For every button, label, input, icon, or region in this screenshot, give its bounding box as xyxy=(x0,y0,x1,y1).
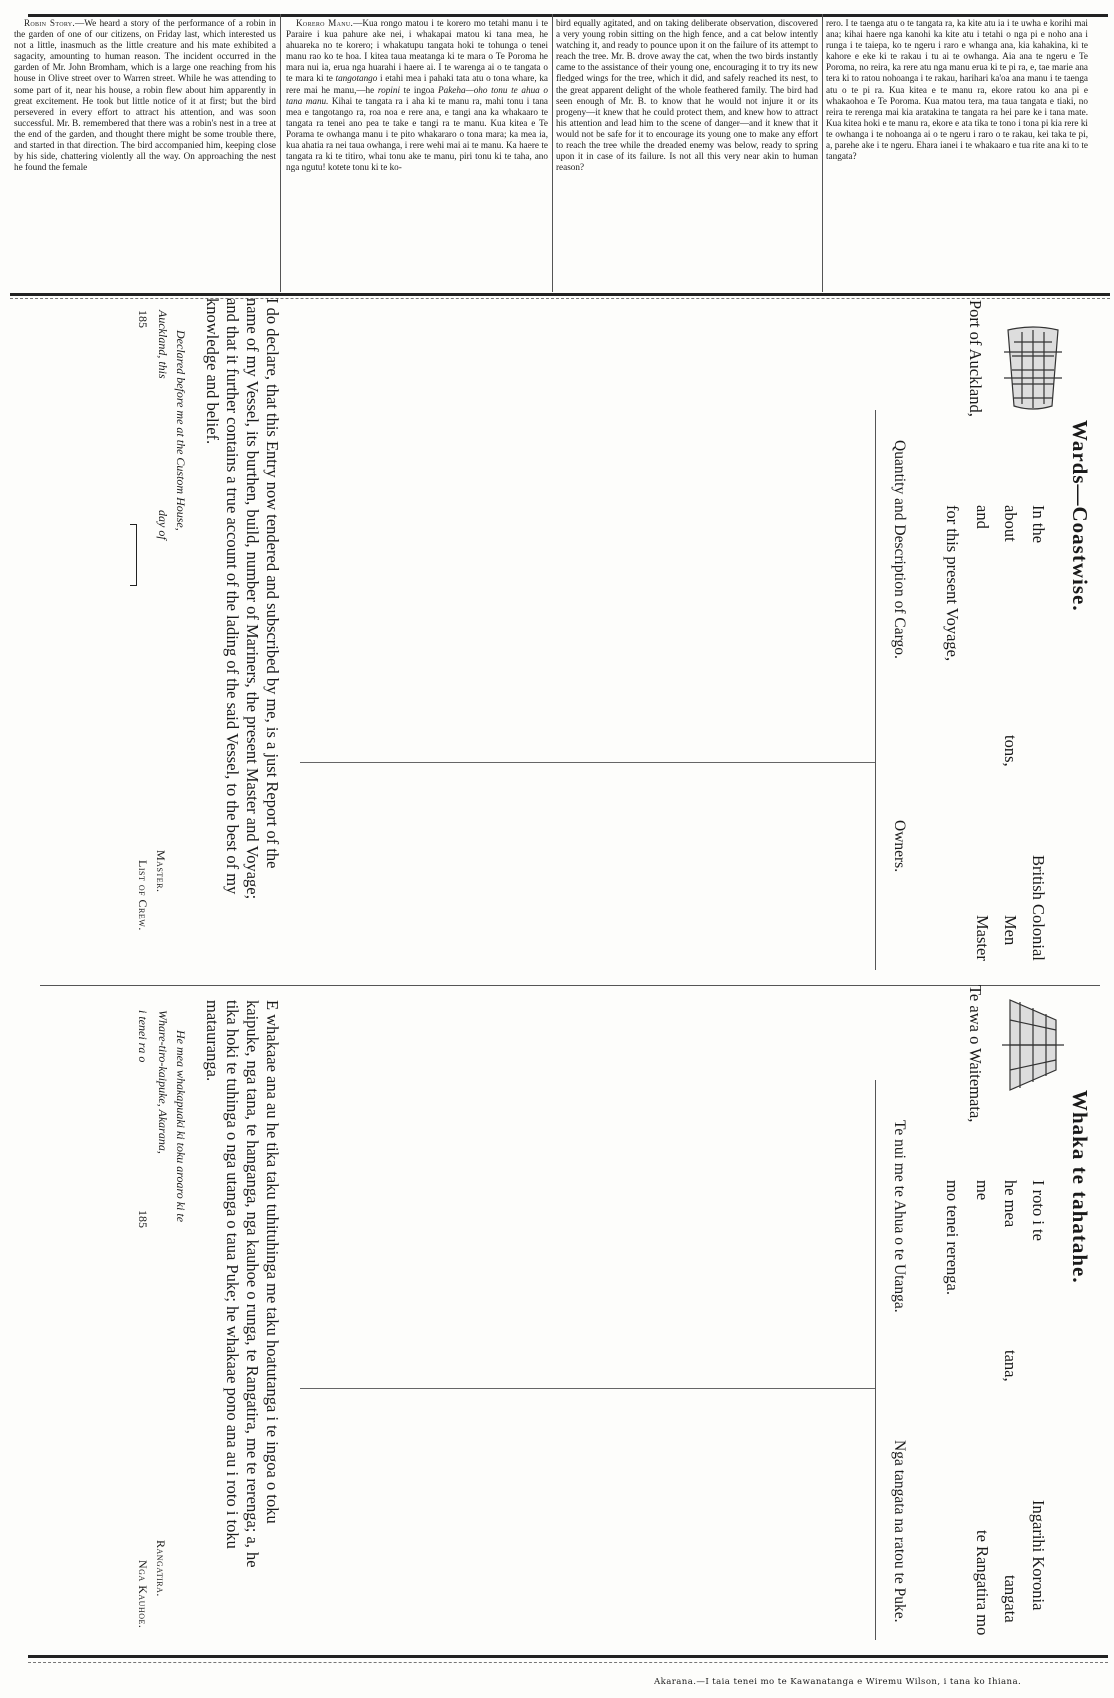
news-column-english-2 xyxy=(556,18,818,288)
top-rule xyxy=(28,14,1108,17)
maori-declaration-line-2: kaipuke, nga tana, te hanganga, nga kauhoe o runga, te Rangatira, me te rerenga; a, he xyxy=(243,1000,262,1568)
english-declaration-line-1: I do declare, that this Entry now tendered and subscribed by me, is a just Report of the xyxy=(263,298,282,869)
maori-owners-split xyxy=(300,1388,875,1389)
news-text-italic: ropini xyxy=(377,84,400,95)
news-text: Kihai te tangata ra i aha ki te manu ra, mahi tonu i tana mea e tangotango ra, roa noa e rere ana, e tangi ana ka whakaaro te tangata ra tenei ano pea te take e tangi ra te manu. Kua kitea e Te Porama te owhanga manu i te pito whakararo o tona mara; ka mea ia, kua ahatia ra nei taua owhanga, i rere wehi mai ai te manu. Ka haere te tangata ra ki te titiro, whai tonu ake te manu, piri tonu ki te taha, ano nga ngutu! kotete tonu ki te ko- xyxy=(286,95,548,173)
english-declaration-line-3: and that it further contains a true account of the lading of the said Vessel, to the best of my xyxy=(223,298,242,895)
english-label-and: and xyxy=(973,505,992,529)
maori-label-rerenga: mo tenei rerenga. xyxy=(943,1180,962,1295)
news-text: —We heard a story of the performance of a robin in the garden of one of our citizens, on Friday last, which interested us not a little, inasmuch as the little creature and his mate exhibited a sagacity, amounting to human reason. The incident occurred in the garden of Mr. John Bromham, which is a large one reaching from his house in Olive street over to Warren street. While he was attending to some part of it, near his house, a robin flew about him apparently in great excitement. He took but little notice of it at first; but the bird persevered in every effort to attract his attention, and was soon successful. Mr. B. remembered that there was a robin's nest in a tree at the end of the garden, and thought there might be some trouble there, and started in that direction. The bird accompanied him, keeping close by his side, chattering violently all the way. On approaching the nest he found the female xyxy=(14,18,276,173)
english-owners-split xyxy=(300,762,875,763)
maori-label-rangatira-mo: te Rangatira mo xyxy=(973,1530,992,1636)
maori-declaration-line-3: tika hoki te tuhinga o nga utanga o taua Puke; he whakaae pono ana au i roto i toku xyxy=(223,1000,242,1549)
english-label-master: Master xyxy=(973,915,992,961)
news-text-italic: Pakeha—oho tonu te ahua o tana manu. xyxy=(286,84,548,106)
news-text: bird equally agitated, and on taking deliberate observation, discovered a very young robin sitting on the high fence, and a cat below intently watching it, and ready to pounce upon it on the failure of its attempt to reach the tree. Mr. B. drove away the cat, when the two birds instantly came to the assistance of their young one, encouraging it to try its new fledged wings for the tree, which it did, and safely reached its nest, to the great apparent delight of the whole feathered family. The bird had seen enough of Mr. B. to know that he would not injure it or its progeny—it knew that he could protect them, and knew how to attract his attention and lead him to the scene of danger—and it knew that it would not be safe for it to encourage its young one to make any effort to reach the tree while the dreaded enemy was below, ready to spring upon it in case of its failure. Is not all this very near akin to human reason? xyxy=(556,18,818,173)
printer-imprint: Akarana.—I taia tenei mo te Kawanatanga e Wiremu Wilson, i tana ko Ihiana. xyxy=(654,1677,1022,1687)
ship-illustration-icon xyxy=(1000,990,1066,1100)
column-separator xyxy=(552,14,553,292)
bottom-dash xyxy=(28,1662,1108,1663)
maori-cargo-heading: Te nui me te Ahua o te Utanga. xyxy=(891,1120,908,1313)
english-declared-line: Declared before me at the Custom House, xyxy=(174,330,188,531)
english-declaration-line-2: name of my Vessel, its burthen, build, number of Mariners, the present Master and Voyage; xyxy=(243,298,262,900)
maori-label-i-roto: I roto i te xyxy=(1029,1180,1048,1241)
maori-declaration-line-1: E whakaae ana au he tika taku tuhituhinga me taku hoatutanga i te ingoa o toku xyxy=(263,1000,282,1524)
column-separator xyxy=(280,14,281,292)
maori-label-he-mea: he mea xyxy=(1001,1180,1020,1228)
english-master-signature: Master. xyxy=(154,850,168,893)
english-declaration-line-4: knowledge and belief. xyxy=(203,298,222,445)
english-label-in-the: In the xyxy=(1029,505,1048,544)
english-label-about: about xyxy=(1001,505,1020,542)
maori-cargo-column-rule xyxy=(875,1080,876,1640)
news-text: te ingoa xyxy=(400,84,438,95)
english-label-voyage: for this present Voyage, xyxy=(943,505,962,662)
english-auckland-line: Auckland, this xyxy=(156,310,170,379)
maori-label-ingarihi: Ingarihi Koronia xyxy=(1029,1500,1048,1611)
maori-label-tana: tana, xyxy=(1001,1350,1020,1382)
maori-label-tangata: tangata xyxy=(1001,1575,1020,1623)
maori-label-awa: Te awa o Waitemata, xyxy=(966,985,985,1123)
english-cargo-column-rule xyxy=(875,410,876,970)
news-text: rero. I te taenga atu o te tangata ra, ka kite atu ia i te uwha e korihi mai ana; kihai haere nga kanohi ka kite atu i tetahi o nga pi e noho ana i runga i te taiepa, ko te ngeru i raro e whanga ana, kia kahakina, ki te kahore e eke ki te rakau i tu ai te owhanga. Aia ana te ngeru e Te Poroma, no reira, ka rere atu nga manu erua ki te pi ra, e, tae marie ana tera ki to ratou nohoanga i te rakau, harihari ka'oa ana manu i te taenga atu o te pi ra. Kua kitea e te manu ra, ekore ratou ko ana pi e whakaohoa e Te Poroma. Kua matou tera, ma taua tangata e tiaki, no reira te rerenga mai kia aratakina te tangata ra hei pare ke i tana mate. Kua kitea hoki e te manu ra, ekore e ata tika te tono i tona pi kia rere ki te owhanga i te nohoanga ai o te ngeru i raro o te rakau, kei taka te pi, a, parehe ake i te ngeru. Ehara ianei i te whakaaro e tua rite ana ki to te tangata? xyxy=(826,18,1088,162)
english-owners-heading: Owners. xyxy=(891,820,908,873)
maori-day-line: i tenei ra o xyxy=(136,1010,150,1063)
news-column-maori-1 xyxy=(286,18,548,288)
english-crew-signature: List of Crew. xyxy=(136,860,150,931)
news-column-english-1 xyxy=(14,18,276,288)
news-bottom-rule xyxy=(10,293,1110,296)
maori-label-me: me xyxy=(973,1180,992,1201)
english-year: 185 xyxy=(136,310,150,328)
english-signature-brace xyxy=(130,524,137,586)
english-cargo-heading: Quantity and Description of Cargo. xyxy=(891,440,908,659)
maori-declaration-line-4: matauranga. xyxy=(203,1000,222,1082)
maori-rangatira-signature: Rangatira. xyxy=(154,1540,168,1597)
news-heading-robin-story: Robin Story. xyxy=(24,18,76,28)
column-separator xyxy=(822,14,823,292)
form-middle-divider xyxy=(40,985,1100,986)
maori-kauhoe-signature: Nga Kauhoe. xyxy=(136,1560,150,1629)
news-text-italic: tangotango xyxy=(335,73,378,84)
bottom-rule xyxy=(28,1655,1108,1658)
english-label-men: Men xyxy=(1001,915,1020,946)
maori-declared-line: He mea whakapuaki ki toku aroaro ki te xyxy=(174,1030,188,1223)
news-heading-korero-manu: Korero Manu. xyxy=(296,18,354,28)
english-day-of: day of xyxy=(156,510,170,540)
maori-year: 185 xyxy=(136,1210,150,1228)
news-bottom-dash xyxy=(10,298,1110,299)
news-column-maori-2 xyxy=(826,18,1088,288)
english-form-title: Wards—Coastwise. xyxy=(1068,420,1092,612)
news-text: i etahi mea i pahaki tata atu o tona whare, ka rere mai he manu,—he xyxy=(286,73,548,95)
english-label-tons: tons, xyxy=(1001,735,1020,767)
maori-whare-line: Whare-tiro-kaipuke, Akarana, xyxy=(156,1010,170,1154)
english-label-british-colonial: British Colonial xyxy=(1029,855,1048,961)
english-label-port: Port of Auckland, xyxy=(966,300,985,417)
maori-form-title: Whaka te tahatahe. xyxy=(1068,1090,1092,1284)
maori-owners-heading: Nga tangata na ratou te Puke. xyxy=(891,1440,908,1623)
ship-illustration-icon xyxy=(1000,322,1066,414)
news-text: —Kua rongo matou i te korero mo tetahi manu i te Paraire i kua pahure ake nei, i whakapai matou ki tana mea, he ahuareka no te korero; i whakatupu tangata hoki te tohunga o tenei manu rao ko te hoa. I kitea taua meatanga ki te mara o Te Poroma he mara nui ia, erua nga huarahi i haere ai. I te warenga ai o te tangata o te mara ki te xyxy=(286,18,548,84)
